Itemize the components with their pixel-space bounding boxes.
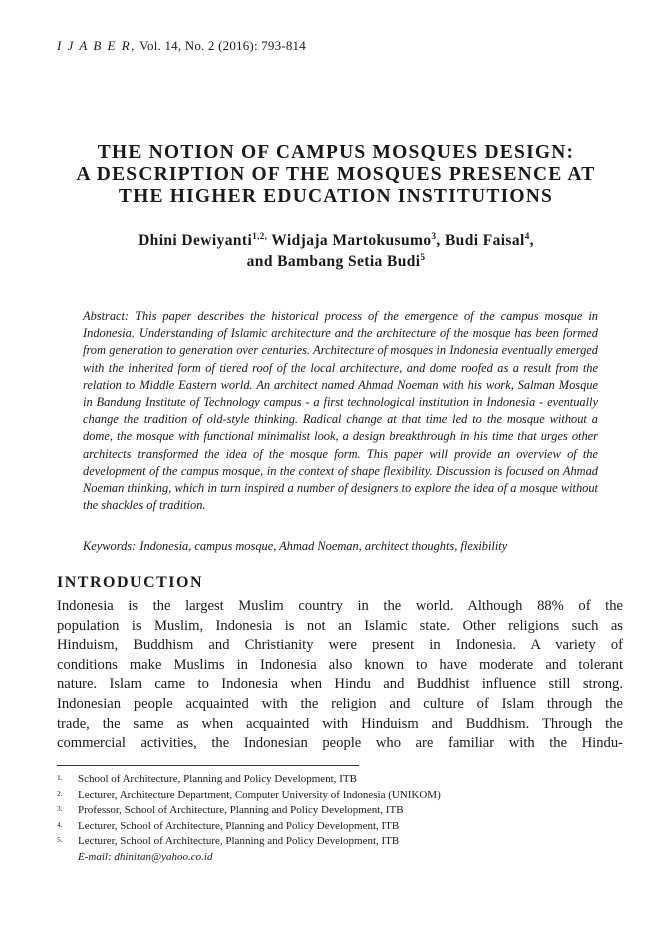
author-affiliation-marks: 4 — [524, 231, 530, 241]
footnote-number: 1. — [57, 773, 63, 782]
journal-name: I J A B E R, — [57, 38, 136, 53]
journal-issue-details: Vol. 14, No. 2 (2016): 793-814 — [135, 38, 306, 53]
abstract — [83, 308, 598, 514]
contact-email: E-mail: dhinitan@yahoo.co.id — [78, 850, 213, 863]
author-affiliation-marks: 1,2, — [252, 231, 268, 241]
author-name: Budi Faisal — [444, 232, 525, 249]
footnote — [57, 772, 617, 788]
body-line: Indonesia is the largest Muslim country in the world. Although 88% of the — [57, 598, 623, 614]
author-name: Dhini Dewiyanti — [138, 232, 253, 249]
footnote-text: Professor, School of Architecture, Planning and Policy Development, ITB — [78, 804, 404, 817]
title-line: THE HIGHER EDUCATION INSTITUTIONS — [118, 186, 554, 207]
author-affiliation-marks: 5 — [420, 252, 426, 262]
section-heading: INTRODUCTION — [57, 574, 204, 591]
author-name: Bambang Setia Budi — [277, 253, 421, 270]
body-line: conditions make Muslims in Indonesia also known to have moderate and tolerant — [57, 656, 623, 673]
abstract-label: Abstract: — [83, 309, 130, 323]
footnotes — [57, 772, 617, 866]
author-name: Widjaja Martokusumo — [271, 232, 432, 249]
authors-connector: and — [246, 253, 273, 270]
body-line: trade, the same as when acquainted with Hinduism and Buddhism. Through the — [57, 715, 623, 732]
footnote-number: 5. — [57, 835, 63, 845]
title-line: A DESCRIPTION OF THE MOSQUES PRESENCE AT — [76, 164, 596, 185]
abstract-text: This paper describes the historical process of the emergence of the campus mosque in Indonesia. Understanding of Islamic architecture and the architecture of the mosque has been formed from generation to generation over centuries. Architecture of mosques in Indonesia eventually emerged with the inherited form of tiered roof of the local architecture, and dome roofed as a result from the relation to Middle Eastern world. An architect named Ahmad Noeman with his work, Salman Mosque in Bandung Institute of Technology campus - a first technological institution in Indonesia - eventually change the tradition of old-style thinking. Radical change at that time led to the mosque without a dome, the mosque with functional minimalist look, a design breakthrough in his time that urges other architects transformed the idea of the mosque form. This paper will provide an overview of the development of the campus mosque, in the context of shape flexibility. Discussion is focused on Ahmad Noeman thinking, which in turn inspired a number of designers to explore the idea of a mosque without the shackles of tradition. — [83, 309, 598, 513]
title-line: THE NOTION OF CAMPUS MOSQUES DESIGN: — [97, 142, 575, 163]
footnote-number: 2. — [57, 788, 63, 798]
footnote-text: Lecturer, School of Architecture, Planning and Policy Development, ITB — [78, 835, 400, 848]
keywords-text: Indonesia, campus mosque, Ahmad Noeman, architect thoughts, flexibility — [139, 539, 508, 553]
author-line: Dhini Dewiyanti$^{1,2,}$ Widjaja Martokusumo$^3$, Budi Faisal$^4$, — [138, 231, 534, 249]
footnote-number: 4. — [57, 819, 63, 829]
footnote-divider — [57, 765, 359, 766]
keywords-label: Keywords: — [83, 539, 137, 553]
keywords — [83, 538, 598, 555]
author-line — [40, 251, 632, 272]
footnote-text: Lecturer, Architecture Department, Computer University of Indonesia (UNIKOM) — [78, 788, 441, 801]
footnote — [57, 803, 617, 819]
footnote-number: 3. — [57, 804, 63, 814]
running-head — [57, 38, 306, 54]
author-list — [40, 230, 632, 272]
author-affiliation-marks: 3 — [431, 231, 437, 241]
body-line: commercial activities, the Indonesian people who are familiar with the Hindu- — [57, 735, 623, 752]
footnote-text: School of Architecture, Planning and Policy Development, ITB — [78, 773, 357, 785]
introduction-body — [57, 597, 623, 754]
footnote — [57, 788, 617, 804]
paper-title — [40, 142, 632, 208]
body-line: population is Muslim, Indonesia is not an Islamic state. Other religions such as — [57, 617, 623, 634]
body-line: nature. Islam came to Indonesia when Hindu and Buddhist influence still strong. — [57, 676, 623, 693]
body-line: Indonesian people acquainted with the religion and culture of Islam through the — [57, 695, 623, 712]
footnote — [57, 834, 617, 850]
body-line: Hinduism, Buddhism and Christianity were present in Indonesia. A variety of — [57, 637, 623, 654]
footnote — [57, 819, 617, 835]
footnote-text: Lecturer, School of Architecture, Planning and Policy Development, ITB — [78, 819, 400, 832]
